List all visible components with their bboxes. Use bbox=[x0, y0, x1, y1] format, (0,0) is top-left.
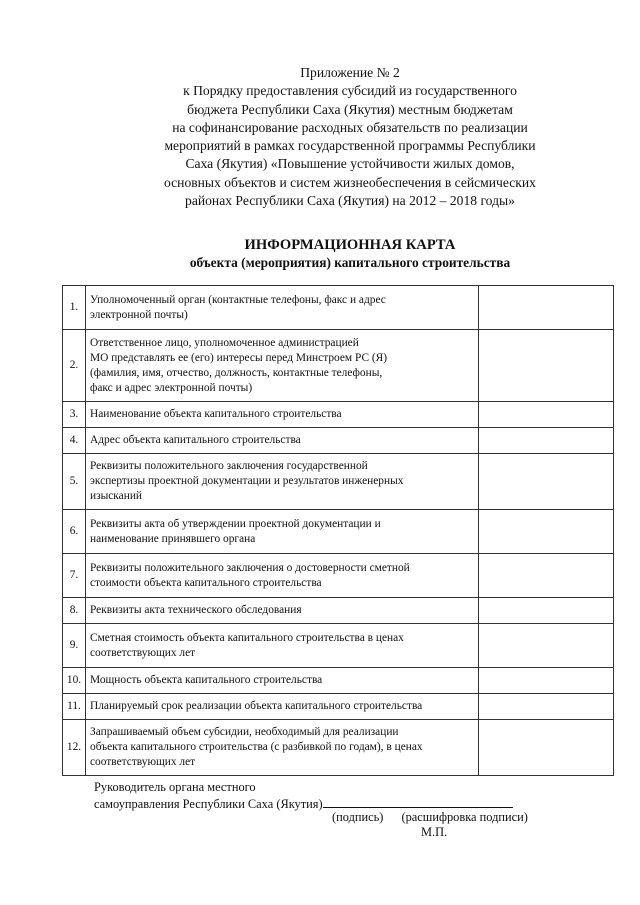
row-label-line: (фамилия, имя, отчество, должность, контактные телефоны, bbox=[90, 366, 383, 379]
row-label-line: соответствующих лет bbox=[90, 646, 196, 659]
row-number: 1. bbox=[63, 286, 86, 330]
row-value-cell[interactable] bbox=[479, 454, 614, 510]
row-value-cell[interactable] bbox=[479, 598, 614, 624]
row-value-cell[interactable] bbox=[479, 330, 614, 402]
title-main: ИНФОРМАЦИОННАЯ КАРТА bbox=[244, 237, 456, 253]
row-label-line: Адрес объекта капитального строительства bbox=[90, 434, 301, 446]
row-label bbox=[86, 720, 479, 776]
info-card-table bbox=[62, 285, 614, 776]
table-row bbox=[63, 694, 614, 720]
row-value-cell[interactable] bbox=[479, 720, 614, 776]
row-label-line: электронной почты) bbox=[90, 308, 188, 321]
row-label bbox=[86, 598, 479, 624]
annex-header bbox=[150, 64, 550, 210]
table-row bbox=[63, 624, 614, 668]
row-label-line: Планируемый срок реализации объекта капитального строительства bbox=[90, 700, 423, 712]
row-label bbox=[86, 510, 479, 554]
row-label-line: Реквизиты акта технического обследования bbox=[90, 604, 302, 616]
row-label-line: Мощность объекта капитального строительства bbox=[90, 674, 323, 686]
row-value-cell[interactable] bbox=[479, 668, 614, 694]
row-value-cell[interactable] bbox=[479, 624, 614, 668]
annex-line: на софинансирование расходных обязательств по реализации bbox=[172, 119, 528, 135]
row-label-line: объекта капитального строительства (с разбивкой по годам), в ценах bbox=[90, 741, 423, 753]
row-label bbox=[86, 624, 479, 668]
annex-line: Приложение № 2 bbox=[300, 65, 400, 80]
signature-hints bbox=[332, 810, 528, 825]
table-row bbox=[63, 598, 614, 624]
table-row bbox=[63, 286, 614, 330]
title-subtitle: объекта (мероприятия) капитального строительства bbox=[189, 255, 511, 270]
row-label bbox=[86, 694, 479, 720]
table-row bbox=[63, 720, 614, 776]
table-row bbox=[63, 330, 614, 402]
signature-line2: самоуправления Республики Саха (Якутия) bbox=[94, 797, 323, 811]
row-number: 11. bbox=[63, 694, 86, 720]
signature-line1: Руководитель органа местного bbox=[94, 780, 256, 794]
annex-line: основных объектов и систем жизнеобеспечения в сейсмических bbox=[164, 174, 536, 190]
row-number: 8. bbox=[63, 598, 86, 624]
row-label-line: Наименование объекта капитального строительства bbox=[90, 408, 342, 420]
signature-blank-line bbox=[323, 795, 513, 808]
table-row bbox=[63, 428, 614, 454]
row-label-line: изысканий bbox=[90, 490, 143, 502]
row-label-line: Реквизиты акта об утверждении проектной документации и bbox=[90, 517, 381, 530]
row-label bbox=[86, 286, 479, 330]
row-value-cell[interactable] bbox=[479, 402, 614, 428]
row-label-line: стоимости объекта капитального строительства bbox=[90, 576, 322, 589]
row-label-line: соответствующих лет bbox=[90, 756, 196, 768]
row-value-cell[interactable] bbox=[479, 554, 614, 598]
stamp-place: М.П. bbox=[421, 825, 448, 839]
row-label-line: Запрашиваемый объем субсидии, необходимый для реализации bbox=[90, 726, 399, 738]
row-label bbox=[86, 330, 479, 402]
annex-line: мероприятий в рамках государственной программы Республики bbox=[164, 138, 536, 154]
row-number: 12. bbox=[63, 720, 86, 776]
hint-signature: (подпись) bbox=[332, 810, 384, 824]
row-number: 4. bbox=[63, 428, 86, 454]
table-row bbox=[63, 510, 614, 554]
annex-line: районах Республики Саха (Якутия) на 2012 – 2018 годы» bbox=[185, 193, 515, 209]
row-number: 3. bbox=[63, 402, 86, 428]
row-label bbox=[86, 454, 479, 510]
table-row bbox=[63, 668, 614, 694]
row-value-cell[interactable] bbox=[479, 428, 614, 454]
row-label-line: факс и адрес электронной почты) bbox=[90, 381, 253, 394]
document-title bbox=[0, 236, 640, 272]
row-label-line: Реквизиты положительного заключения о достоверности сметной bbox=[90, 561, 410, 574]
row-label-line: наименование принявшего органа bbox=[90, 532, 256, 545]
row-number: 7. bbox=[63, 554, 86, 598]
row-value-cell[interactable] bbox=[479, 694, 614, 720]
row-label-line: Сметная стоимость объекта капитального строительства в ценах bbox=[90, 631, 404, 644]
row-label-line: Реквизиты положительного заключения государственной bbox=[90, 460, 368, 472]
row-number: 6. bbox=[63, 510, 86, 554]
row-label-line: Уполномоченный орган (контактные телефоны, факс и адрес bbox=[90, 293, 386, 306]
row-value-cell[interactable] bbox=[479, 286, 614, 330]
row-number: 2. bbox=[63, 330, 86, 402]
row-label bbox=[86, 402, 479, 428]
row-label bbox=[86, 554, 479, 598]
row-number: 10. bbox=[63, 668, 86, 694]
row-label bbox=[86, 668, 479, 694]
annex-line: бюджета Республики Саха (Якутия) местным бюджетам bbox=[187, 101, 513, 117]
row-number: 9. bbox=[63, 624, 86, 668]
row-label-line: МО представлять ее (его) интересы перед Минстроем РС (Я) bbox=[90, 351, 388, 364]
table-row bbox=[63, 454, 614, 510]
table-row bbox=[63, 554, 614, 598]
signature-block bbox=[94, 780, 513, 812]
row-label bbox=[86, 428, 479, 454]
hint-decoding: (расшифровка подписи) bbox=[401, 810, 528, 824]
table-row bbox=[63, 402, 614, 428]
row-number: 5. bbox=[63, 454, 86, 510]
row-label-line: Ответственное лицо, уполномоченное администрацией bbox=[90, 336, 359, 349]
row-value-cell[interactable] bbox=[479, 510, 614, 554]
row-label-line: экспертизы проектной документации и результатов инженерных bbox=[90, 475, 404, 487]
annex-line: к Порядку предоставления субсидий из государственного bbox=[183, 83, 517, 99]
annex-line: Саха (Якутия) «Повышение устойчивости жилых домов, bbox=[185, 156, 515, 172]
info-card-rows bbox=[63, 286, 614, 776]
